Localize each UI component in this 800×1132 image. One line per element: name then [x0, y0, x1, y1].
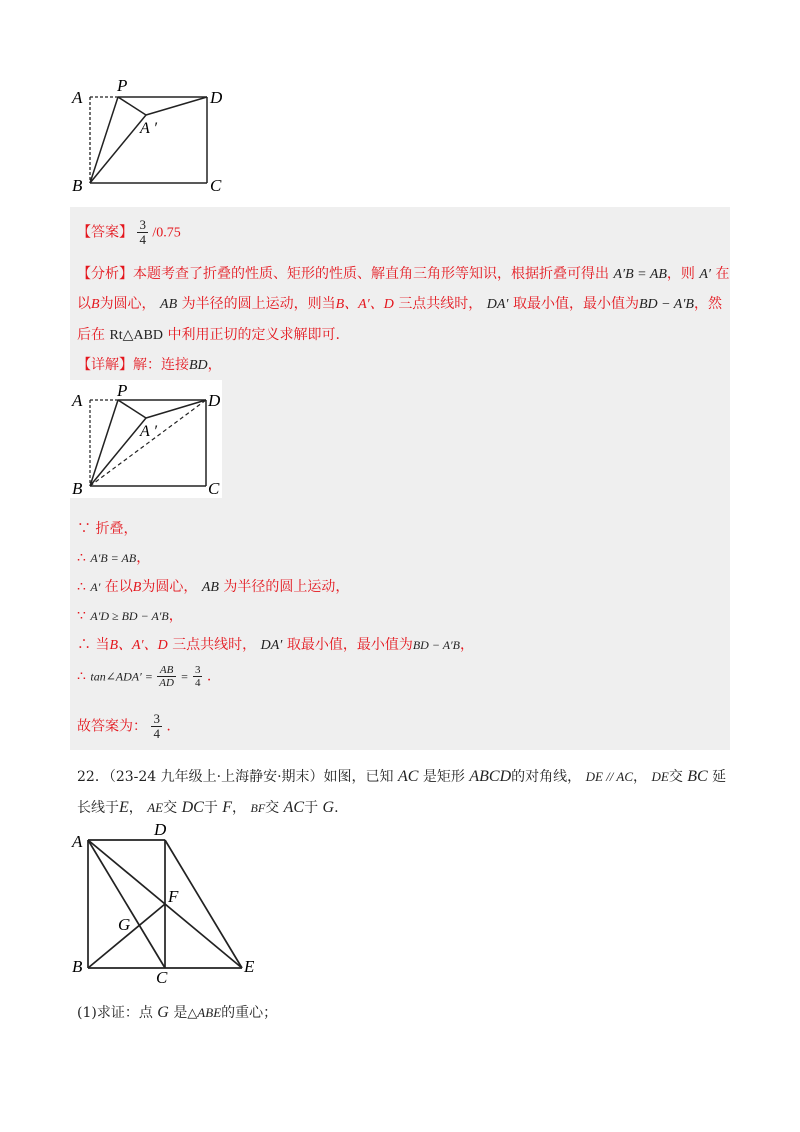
- fig1-label-b: B: [72, 176, 83, 195]
- analysis-line-2: 以B为圆心， AB 为半径的圆上运动，则当B、A′、D 三点共线时， DA′ 取最小值，最小值为BD − A′B，然: [77, 296, 722, 312]
- answer-tag: 【答案】: [77, 224, 133, 241]
- proof-step-2: ∴ A′B = AB，: [77, 550, 151, 566]
- fig1-label-c: C: [210, 176, 222, 195]
- proof-step-1: ∵ 折叠，: [77, 521, 138, 537]
- fig2-label-b: B: [72, 479, 83, 498]
- fig3-label-d: D: [154, 820, 167, 839]
- fig1-label-d: D: [210, 88, 223, 107]
- fig1-label-aprime: A ′: [140, 120, 157, 137]
- fig1-label-a: A: [72, 88, 83, 107]
- fig3-label-a: A: [72, 832, 83, 851]
- answer-line: [77, 218, 181, 247]
- fig3-label-e: E: [244, 957, 255, 976]
- fig2-label-c: C: [208, 479, 220, 498]
- answer-decimal: /0.75: [152, 225, 181, 241]
- question-22-line-2: 长线于E， AE交 DC于 F， BF交 AC于 G.: [77, 799, 339, 816]
- proof-step-4: ∵ A′D ≥ BD − A′B，: [77, 608, 183, 624]
- fig1-label-p: P: [117, 76, 128, 95]
- analysis-line-1: 【分析】本题考查了折叠的性质、矩形的性质、解直角三角形等知识，根据折叠可得出 A′B = AB，则 A′ 在: [77, 266, 730, 282]
- analysis-line-3: 后在 Rt△ABD 中利用正切的定义求解即可.: [77, 327, 340, 343]
- fig3-label-f: F: [168, 887, 179, 906]
- analysis-tag: 【分析】: [77, 266, 133, 282]
- proof-step-3: ∴ A′ 在以B为圆心， AB 为半径的圆上运动，: [77, 579, 350, 595]
- fig3-label-g: G: [118, 915, 131, 934]
- fig2-label-a: A: [72, 391, 83, 410]
- fig2-label-aprime: A ′: [140, 423, 157, 440]
- fig3-label-c: C: [156, 968, 168, 985]
- proof-step-5: ∴ 当B、A′、D 三点共线时， DA′ 取最小值，最小值为BD − A′B，: [77, 637, 474, 653]
- detail-tag: 【详解】: [77, 357, 133, 373]
- rectangle-figure-q22: [70, 820, 270, 985]
- question-22-part-1: (1)求证：点 G 是△ABE的重心；: [77, 1004, 278, 1021]
- tan-fraction-value: $\frac{3}{4}$: [194, 664, 201, 689]
- fig3-label-b: B: [72, 957, 83, 976]
- final-fraction: $\frac{3}{4}$: [153, 711, 160, 741]
- question-22-line-1: 22．（23-24 九年级上·上海静安·期末）如图，已知 AC 是矩形 ABCD的对角线， DE // AC， DE交 BC 延: [77, 768, 727, 785]
- tan-fraction-ab-ad: $\frac{AB}{AD}$: [159, 664, 174, 689]
- fold-figure-top: [70, 75, 230, 195]
- proof-step-6: ∴ tan∠ADA′ = $\frac{AB}{AD}$ = $\frac{3}{4}$ .: [77, 664, 212, 689]
- answer-fraction: $\frac{3}{4}$: [139, 217, 146, 247]
- fig2-label-d: D: [208, 391, 221, 410]
- proof-conclusion: 故答案为： $\frac{3}{4}$ .: [77, 711, 171, 741]
- fig2-label-p: P: [117, 381, 128, 400]
- fold-figure-detail: [70, 380, 222, 498]
- detail-line: 【详解】解：连接BD，: [77, 357, 222, 373]
